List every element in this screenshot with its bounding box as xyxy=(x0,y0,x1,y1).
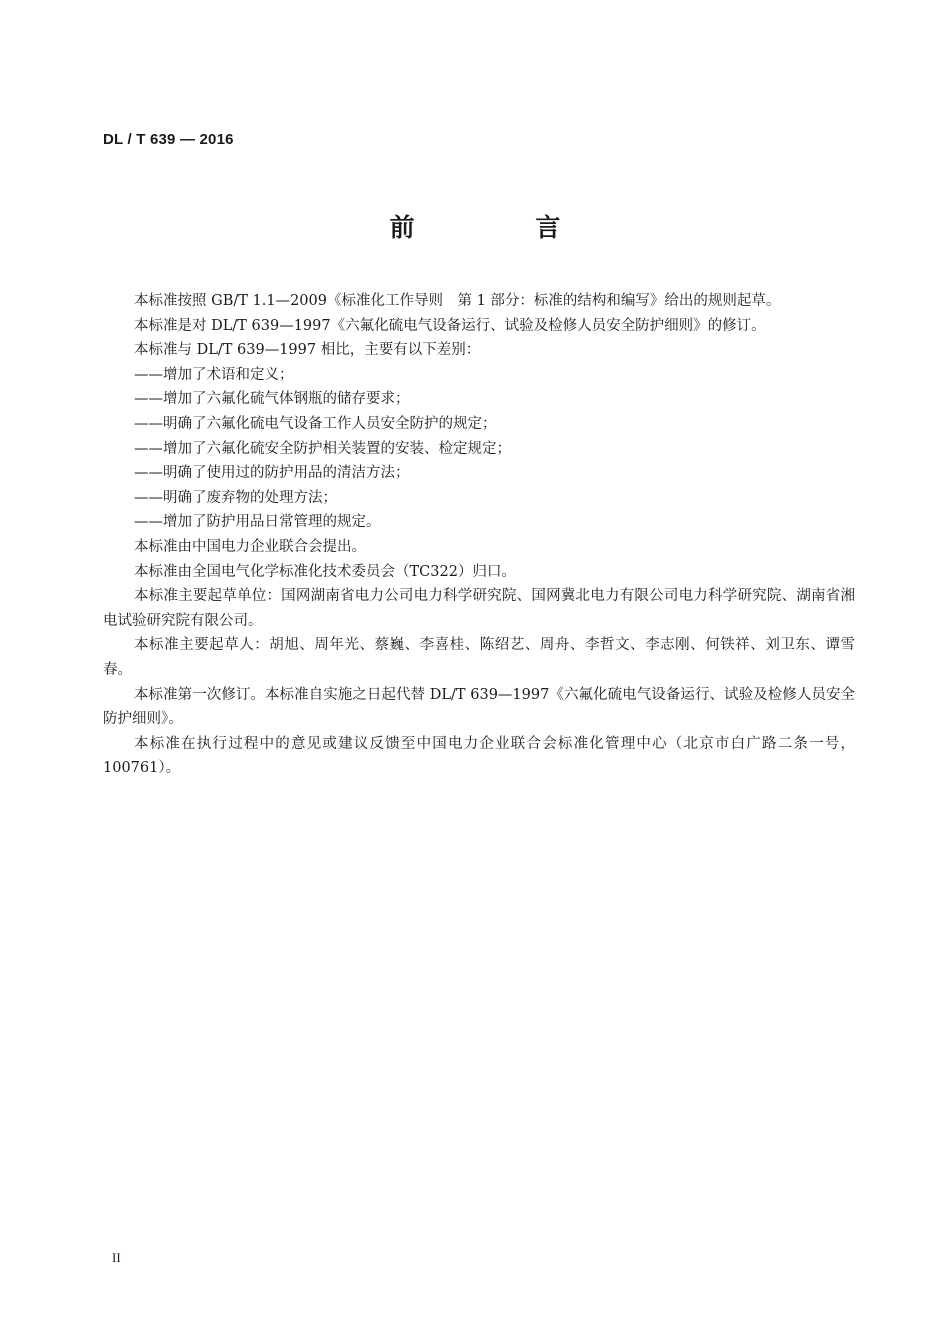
list-item-difference: ——增加了六氟化硫气体钢瓶的储存要求； xyxy=(134,391,410,408)
paragraph-drafting-rules: 本标准按照 GB/T 1.1—2009《标准化工作导则 第 1 部分：标准的结构和编写》给出的规则起草。 xyxy=(134,293,781,309)
paragraph-replacement: 本标准第一次修订。本标准自实施之日起代替 DL/T 639—1997《六氟化硫电气设备运行、试验及检修人员安全防护细则》。 xyxy=(103,686,855,728)
list-item-difference: ——明确了六氟化硫电气设备工作人员安全防护的规定； xyxy=(134,415,497,432)
paragraph-proposed-by: 本标准由中国电力企业联合会提出。 xyxy=(134,538,366,555)
page-title: 前 言 xyxy=(389,213,617,242)
list-item-difference: ——增加了防护用品日常管理的规定。 xyxy=(134,514,381,531)
list-item-difference: ——明确了废弃物的处理方法； xyxy=(134,489,337,506)
paragraph-feedback: 本标准在执行过程中的意见或建议反馈至中国电力企业联合会标准化管理中心（北京市白广路二条一号，100761）。 xyxy=(103,735,855,777)
list-item-difference: ——增加了六氟化硫安全防护相关装置的安装、检定规定； xyxy=(134,440,511,457)
paragraph-administered-by: 本标准由全国电气化学标准化技术委员会（TC322）归口。 xyxy=(134,563,516,580)
foreword-body xyxy=(103,289,855,781)
paragraph-revision-of: 本标准是对 DL/T 639—1997《六氟化硫电气设备运行、试验及检修人员安全防护细则》的修订。 xyxy=(134,317,766,334)
list-item-difference: ——增加了术语和定义； xyxy=(134,366,294,383)
paragraph-differences-intro: 本标准与 DL/T 639—1997 相比，主要有以下差别： xyxy=(134,342,481,359)
list-item-difference: ——明确了使用过的防护用品的清洁方法； xyxy=(134,465,410,482)
document-code: DL / T 639 — 2016 xyxy=(103,131,234,148)
page-number: II xyxy=(112,1250,121,1265)
paragraph-drafting-units: 本标准主要起草单位：国网湖南省电力公司电力科学研究院、国网冀北电力有限公司电力科学研究院、湖南省湘电试验研究院有限公司。 xyxy=(103,588,855,629)
paragraph-drafters: 本标准主要起草人：胡旭、周年光、蔡巍、李喜桂、陈绍艺、周舟、李哲文、李志刚、何铁祥、刘卫东、谭雪春。 xyxy=(103,637,855,678)
